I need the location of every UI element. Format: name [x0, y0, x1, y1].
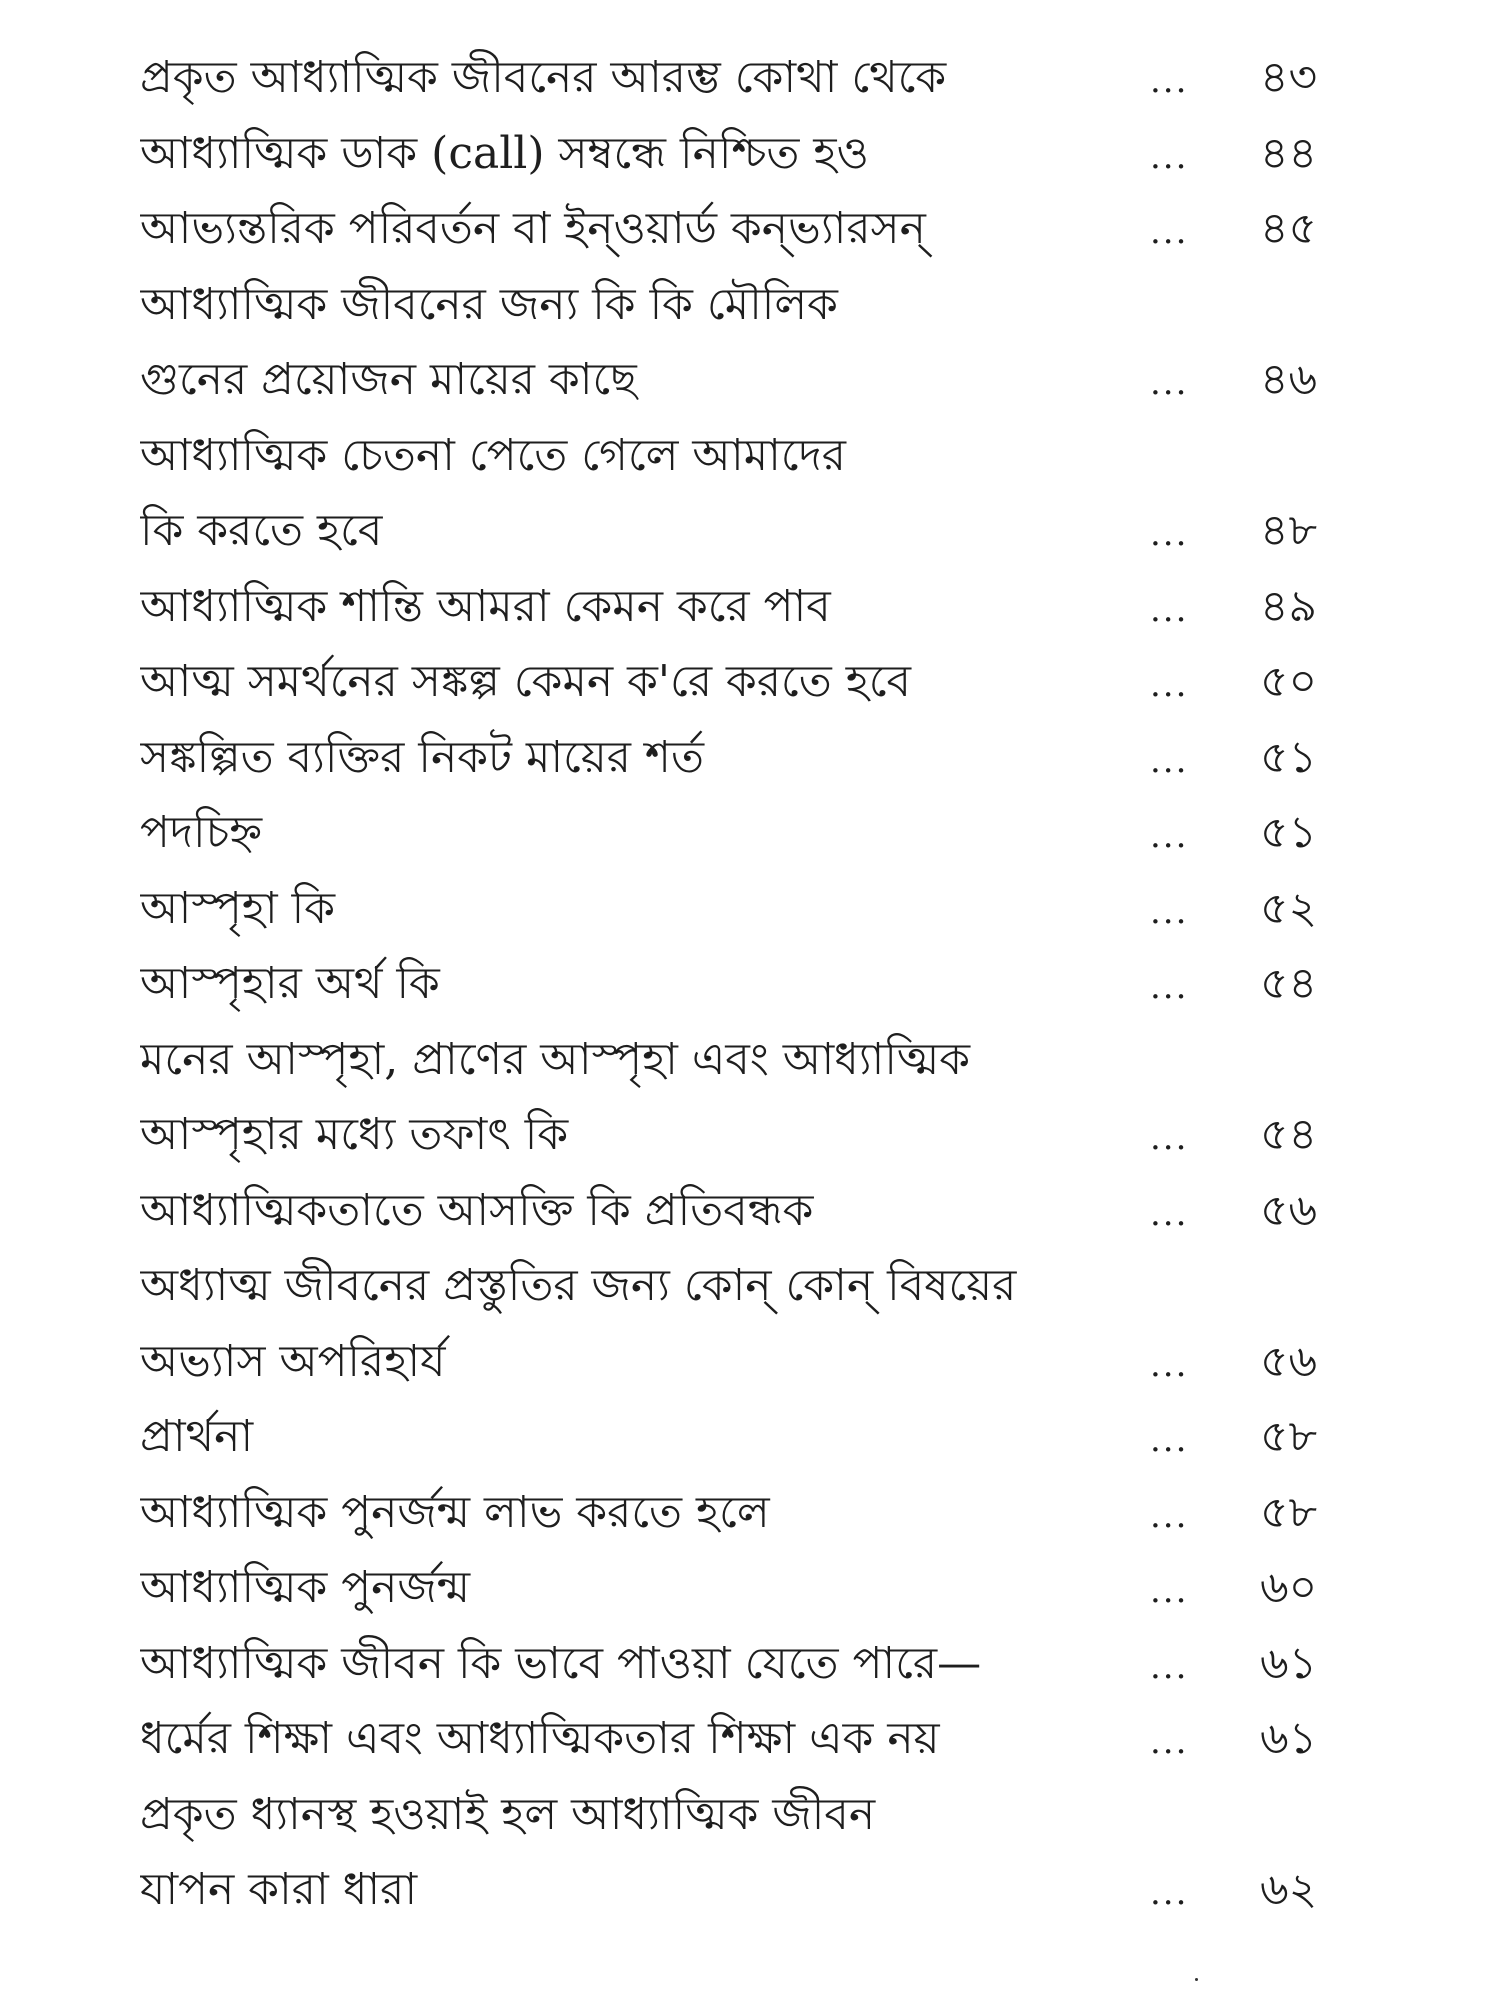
- toc-entry-page-number: ৪৮: [1260, 505, 1318, 556]
- toc-entry-page-number: ৫১: [1260, 807, 1318, 858]
- toc-entry-page-number: ৪৪: [1260, 127, 1318, 179]
- table-of-contents: [140, 40, 1370, 1928]
- toc-entry-page-number: ৪৬: [1260, 354, 1318, 405]
- toc-entry-page-number: ৫২: [1260, 882, 1318, 934]
- toc-entry: [140, 40, 1370, 116]
- toc-entry: [140, 644, 1370, 720]
- toc-entry-leader-dots: ...: [1150, 589, 1189, 630]
- toc-entry: [140, 720, 1370, 796]
- toc-entry-page-number: ৫৬: [1260, 1335, 1318, 1387]
- toc-entry-leader-dots: ...: [1150, 967, 1189, 1007]
- toc-entry-page-number: ৫৮: [1260, 1486, 1318, 1538]
- toc-entry: [140, 1173, 1370, 1249]
- toc-entry-page-number: ৫৬: [1260, 1184, 1318, 1236]
- toc-entry-title: আধ্যাত্মিক ডাক (call) সম্বন্ধে নিশ্চিত হও: [140, 127, 869, 179]
- toc-entry: [140, 1475, 1370, 1551]
- toc-entry-page-number: ৪৯: [1260, 580, 1318, 632]
- toc-entry: [140, 1626, 1370, 1702]
- toc-entry: [140, 267, 1370, 343]
- toc-entry-title: আস্পৃহা কি: [140, 882, 336, 934]
- toc-entry-page-number: ৬২: [1260, 1864, 1318, 1915]
- toc-entry: [140, 795, 1370, 871]
- toc-entry: [140, 1550, 1370, 1626]
- toc-entry-leader-dots: ...: [1150, 514, 1189, 554]
- toc-entry-page-number: ৬০: [1260, 1562, 1318, 1613]
- toc-entry-page-number: ৪৩: [1260, 52, 1318, 103]
- toc-entry-title: সঙ্কল্পিত ব্যক্তির নিকট মায়ের শর্ত: [140, 731, 704, 783]
- toc-entry-leader-dots: ...: [1150, 1571, 1189, 1611]
- toc-entry-leader-dots: ...: [1150, 136, 1189, 177]
- toc-entry-leader-dots: ...: [1150, 1722, 1189, 1762]
- toc-entry-leader-dots: ...: [1150, 1118, 1189, 1158]
- toc-entry-title: আধ্যাত্মিকতাতে আসক্তি কি প্রতিবন্ধক: [140, 1184, 814, 1236]
- toc-entry-leader-dots: ...: [1150, 1646, 1189, 1687]
- toc-entry: [140, 1097, 1370, 1173]
- toc-entry: [140, 493, 1370, 569]
- toc-entry-title: আধ্যাত্মিক পুনর্জন্ম লাভ করতে হলে: [140, 1486, 770, 1538]
- toc-entry-title: আধ্যাত্মিক পুনর্জন্ম: [140, 1562, 471, 1613]
- toc-entry-title: আধ্যাত্মিক চেতনা পেতে গেলে আমাদের: [140, 429, 846, 481]
- toc-entry-title: প্রকৃত ধ্যানস্থ হওয়াই হল আধ্যাত্মিক জীবন: [140, 1788, 876, 1840]
- toc-entry: [140, 1248, 1370, 1324]
- toc-entry: [140, 946, 1370, 1022]
- toc-entry-title: যাপন কারা ধারা: [140, 1864, 418, 1915]
- toc-entry: [140, 342, 1370, 418]
- toc-entry: [140, 871, 1370, 947]
- toc-entry-leader-dots: ...: [1150, 1420, 1189, 1460]
- toc-entry-title: গুনের প্রয়োজন মায়ের কাছে: [140, 354, 637, 405]
- toc-entry-page-number: ৫৪: [1260, 958, 1318, 1009]
- toc-entry-title: মনের আস্পৃহা, প্রাণের আস্পৃহা এবং আধ্যাত্মিক: [140, 1033, 971, 1085]
- toc-entry-leader-dots: ...: [1150, 61, 1189, 101]
- toc-entry-page-number: ৫৪: [1260, 1109, 1318, 1160]
- toc-entry-leader-dots: ...: [1150, 665, 1189, 705]
- toc-entry-leader-dots: ...: [1150, 363, 1189, 403]
- toc-entry-page-number: ৫১: [1260, 731, 1318, 783]
- toc-entry-page-number: ৪৫: [1260, 203, 1318, 254]
- toc-entry: [140, 1701, 1370, 1777]
- toc-entry: [140, 1022, 1370, 1098]
- toc-entry: [140, 418, 1370, 494]
- toc-entry: [140, 191, 1370, 267]
- toc-entry-leader-dots: ...: [1150, 1193, 1189, 1234]
- toc-entry-title: প্রকৃত আধ্যাত্মিক জীবনের আরম্ভ কোথা থেকে: [140, 52, 947, 103]
- toc-entry: [140, 569, 1370, 645]
- toc-entry-leader-dots: ...: [1150, 816, 1189, 856]
- toc-entry-title: প্রার্থনা: [140, 1411, 254, 1462]
- toc-entry-leader-dots: ...: [1150, 740, 1189, 781]
- toc-entry-page-number: ৫৮: [1260, 1411, 1318, 1462]
- toc-entry-title: আস্পৃহার অর্থ কি: [140, 958, 440, 1009]
- toc-entry-title: আস্পৃহার মধ্যে তফাৎ কি: [140, 1109, 569, 1160]
- toc-entry: [140, 1852, 1370, 1928]
- toc-entry-title: আধ্যাত্মিক জীবন কি ভাবে পাওয়া যেতে পারে—: [140, 1637, 982, 1689]
- toc-entry-leader-dots: ...: [1150, 212, 1189, 252]
- toc-entry: [140, 1324, 1370, 1400]
- toc-entry: [140, 116, 1370, 192]
- toc-entry-page-number: ৫০: [1260, 656, 1318, 707]
- toc-entry-title: আধ্যাত্মিক জীবনের জন্য কি কি মৌলিক: [140, 278, 838, 330]
- toc-entry: [140, 1399, 1370, 1475]
- toc-entry-title: কি করতে হবে: [140, 505, 383, 556]
- toc-entry-leader-dots: ...: [1150, 1495, 1189, 1536]
- ink-speck: [1195, 1978, 1198, 1981]
- toc-entry-title: ধর্মের শিক্ষা এবং আধ্যাত্মিকতার শিক্ষা এক নয়: [140, 1713, 940, 1764]
- toc-entry: [140, 1777, 1370, 1853]
- toc-entry-title: আত্ম সমর্থনের সঙ্কল্প কেমন ক'রে করতে হবে: [140, 656, 912, 707]
- toc-entry-title: পদচিহ্ন: [140, 807, 263, 858]
- toc-entry-leader-dots: ...: [1150, 1873, 1189, 1913]
- toc-entry-leader-dots: ...: [1150, 1344, 1189, 1385]
- toc-entry-leader-dots: ...: [1150, 891, 1189, 932]
- toc-entry-title: অধ্যাত্ম জীবনের প্রস্তুতির জন্য কোন্‌ কোন্‌ বিষয়ের: [140, 1260, 1017, 1311]
- toc-entry-title: আধ্যাত্মিক শান্তি আমরা কেমন করে পাব: [140, 580, 831, 632]
- toc-entry-title: আভ্যন্তরিক পরিবর্তন বা ইন্‌ওয়ার্ড কন্‌ভ্যারসন্‌: [140, 203, 926, 254]
- toc-entry-page-number: ৬১: [1260, 1713, 1318, 1764]
- toc-entry-page-number: ৬১: [1260, 1637, 1318, 1689]
- toc-entry-title: অভ্যাস অপরিহার্য: [140, 1335, 446, 1387]
